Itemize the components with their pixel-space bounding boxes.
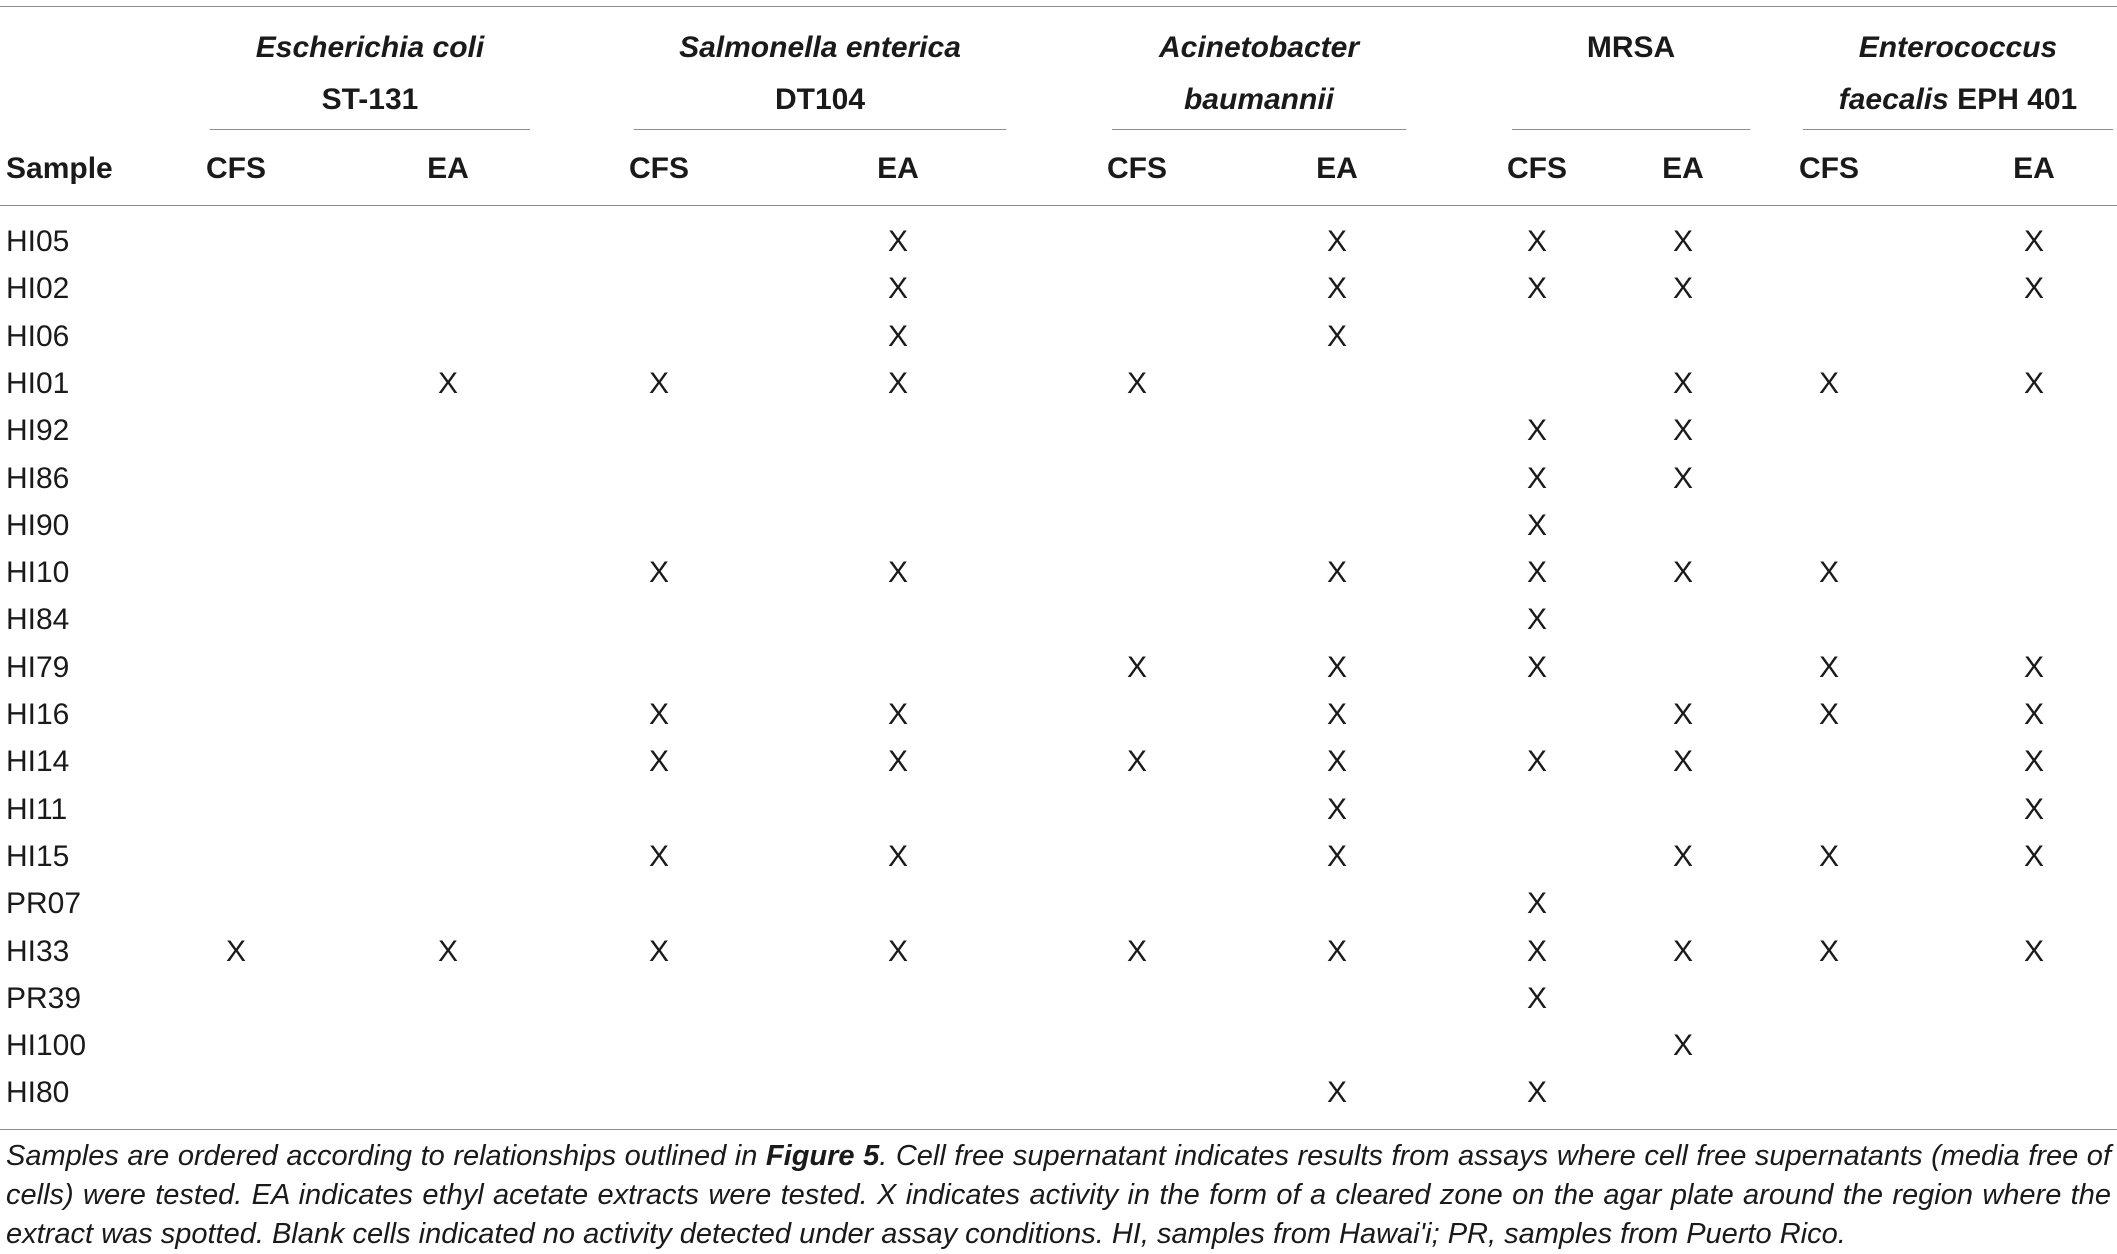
activity-cell: X [1672, 934, 1694, 968]
group-strain: baumannii [1183, 83, 1334, 116]
table-header-rule [0, 205, 2117, 206]
subheader-acinetobacter-ea: EA [1316, 152, 1358, 185]
sample-id: HI02 [6, 272, 70, 306]
table-row [0, 880, 2117, 927]
group-name: MRSA [1586, 31, 1676, 64]
table-row [0, 975, 2117, 1022]
group-name: Salmonella enterica [679, 31, 961, 64]
footnote-text: Samples are ordered according to relationships outlined in [6, 1140, 766, 1172]
group-rule-acinetobacter [1112, 129, 1406, 130]
group-rule-mrsa [1512, 129, 1750, 130]
activity-cell: X [648, 366, 670, 400]
sample-id: HI86 [6, 461, 70, 495]
activity-cell: X [1126, 745, 1148, 779]
subheader-enterococcus-cfs: CFS [1799, 152, 1859, 185]
activity-cell: X [1326, 319, 1348, 353]
sample-id: HI01 [6, 366, 70, 400]
activity-cell: X [2023, 792, 2045, 826]
table-row [0, 549, 2117, 596]
group-strain-suffix: EPH 401 [1957, 83, 2078, 116]
activity-cell: X [1672, 698, 1694, 731]
activity-cell: X [1526, 934, 1548, 968]
activity-cell: X [1126, 650, 1148, 684]
sample-id: HI05 [6, 225, 70, 258]
table-row [0, 596, 2117, 643]
activity-cell: X [1526, 556, 1548, 590]
sample-id: HI100 [6, 1029, 87, 1063]
table-row [0, 691, 2117, 738]
subheader-enterococcus-ea: EA [2013, 152, 2055, 185]
activity-cell: X [648, 698, 670, 731]
activity-cell: X [648, 934, 670, 968]
sample-column-header: Sample [6, 152, 113, 185]
activity-cell: X [1126, 366, 1148, 400]
table-row [0, 1069, 2117, 1116]
activity-cell: X [1818, 934, 1840, 968]
activity-cell: X [1526, 272, 1548, 306]
activity-cell: X [1672, 839, 1694, 873]
activity-cell: X [1818, 556, 1840, 590]
activity-cell: X [1326, 650, 1348, 684]
group-strain: DT104 [774, 83, 866, 116]
sample-id: HI14 [6, 745, 70, 779]
activity-cell: X [648, 745, 670, 779]
subheader-acinetobacter-cfs: CFS [1107, 152, 1167, 185]
activity-cell: X [1672, 366, 1694, 400]
sample-id: HI10 [6, 556, 70, 590]
sample-id: HI06 [6, 319, 70, 353]
activity-cell: X [1672, 225, 1694, 258]
sample-id: HI92 [6, 414, 70, 448]
activity-cell: X [1526, 745, 1548, 779]
activity-cell: X [1672, 272, 1694, 306]
subheader-mrsa-ea: EA [1662, 152, 1704, 185]
group-rule-ecoli [210, 129, 530, 130]
activity-cell: X [2023, 272, 2045, 306]
table-bottom-rule [0, 1129, 2117, 1130]
activity-cell: X [1126, 934, 1148, 968]
activity-cell: X [2023, 366, 2045, 400]
activity-cell: X [887, 839, 909, 873]
footnote-text-rest: . Cell free supernatant indicates results from assays where cell free supernatants (media free of cells) were tested. EA indicates ethyl acetate extracts were tested. X indicates activity in the form of a cleared zone on the agar plate around the region where the extract was spotted. Blank cells indicated no activity detected under assay conditions. HI, samples from Hawai'i; PR, samples from Puerto Rico. [6, 1140, 2111, 1250]
table-row [0, 644, 2117, 691]
group-strain-line [1803, 74, 2113, 126]
activity-cell: X [887, 319, 909, 353]
activity-cell: X [2023, 698, 2045, 731]
activity-cell: X [1326, 698, 1348, 731]
sample-id: HI33 [6, 934, 70, 968]
group-name: Enterococcus [1858, 31, 2058, 64]
sample-id: HI84 [6, 603, 70, 637]
activity-cell: X [887, 366, 909, 400]
sample-id: PR39 [6, 981, 82, 1015]
activity-cell: X [1526, 225, 1548, 258]
activity-cell: X [2023, 225, 2045, 258]
activity-cell: X [225, 934, 247, 968]
activity-cell: X [1326, 934, 1348, 968]
activity-cell: X [2023, 745, 2045, 779]
activity-cell: X [1818, 839, 1840, 873]
group-header-mrsa [1512, 22, 1750, 74]
activity-cell: X [1672, 414, 1694, 448]
activity-cell: X [1818, 698, 1840, 731]
group-name: Escherichia coli [255, 31, 485, 64]
group-strain: faecalis [1838, 83, 1949, 116]
activity-cell: X [1526, 981, 1548, 1015]
footnote-figure-ref: Figure 5 [765, 1140, 880, 1172]
activity-cell: X [887, 272, 909, 306]
activity-cell: X [1526, 1076, 1548, 1110]
activity-cell: X [887, 556, 909, 590]
group-header-ecoli [210, 22, 530, 126]
activity-cell: X [1326, 225, 1348, 258]
table-row [0, 265, 2117, 312]
activity-cell: X [1672, 745, 1694, 779]
activity-cell: X [1326, 556, 1348, 590]
subheader-salmonella-cfs: CFS [629, 152, 689, 185]
activity-cell: X [1326, 839, 1348, 873]
activity-cell: X [1672, 1029, 1694, 1063]
sample-id: HI11 [6, 792, 68, 826]
table-row [0, 833, 2117, 880]
activity-cell: X [437, 934, 459, 968]
group-strain: ST-131 [321, 83, 419, 116]
table-row [0, 455, 2117, 502]
table-row [0, 218, 2117, 265]
sample-id: HI90 [6, 508, 70, 542]
activity-cell: X [437, 366, 459, 400]
sample-id: HI79 [6, 650, 70, 684]
activity-cell: X [1818, 366, 1840, 400]
activity-cell: X [887, 745, 909, 779]
group-header-salmonella [634, 22, 1006, 126]
activity-cell: X [1326, 272, 1348, 306]
activity-cell: X [1526, 508, 1548, 542]
group-header-enterococcus [1803, 22, 2113, 126]
group-header-acinetobacter [1112, 22, 1406, 126]
subheader-mrsa-cfs: CFS [1507, 152, 1567, 185]
sample-id: PR07 [6, 887, 82, 921]
table-top-rule [0, 6, 2117, 7]
sample-id: HI15 [6, 839, 70, 873]
activity-cell: X [1526, 603, 1548, 637]
group-rule-enterococcus [1803, 129, 2113, 130]
activity-cell: X [1672, 461, 1694, 495]
sample-id: HI16 [6, 698, 70, 731]
table-row [0, 786, 2117, 833]
activity-cell: X [887, 698, 909, 731]
table-footnote [6, 1137, 2111, 1254]
table-row [0, 407, 2117, 454]
table-row [0, 313, 2117, 360]
activity-cell: X [1326, 792, 1348, 826]
table-row [0, 1022, 2117, 1069]
table-row [0, 928, 2117, 975]
activity-cell: X [2023, 839, 2045, 873]
activity-cell: X [648, 556, 670, 590]
activity-cell: X [1526, 887, 1548, 921]
table-row [0, 738, 2117, 785]
subheader-ecoli-cfs: CFS [206, 152, 266, 185]
group-name: Acinetobacter [1158, 31, 1360, 64]
table-row [0, 502, 2117, 549]
activity-cell: X [1326, 745, 1348, 779]
activity-cell: X [1526, 461, 1548, 495]
activity-cell: X [1526, 414, 1548, 448]
activity-cell: X [1818, 650, 1840, 684]
activity-cell: X [887, 225, 909, 258]
subheader-ecoli-ea: EA [427, 152, 469, 185]
activity-cell: X [1526, 650, 1548, 684]
activity-cell: X [887, 934, 909, 968]
subheader-salmonella-ea: EA [877, 152, 919, 185]
activity-cell: X [1326, 1076, 1348, 1110]
group-rule-salmonella [634, 129, 1006, 130]
activity-cell: X [2023, 650, 2045, 684]
activity-cell: X [648, 839, 670, 873]
activity-cell: X [2023, 934, 2045, 968]
sample-id: HI80 [6, 1076, 70, 1110]
table-row [0, 360, 2117, 407]
activity-cell: X [1672, 556, 1694, 590]
